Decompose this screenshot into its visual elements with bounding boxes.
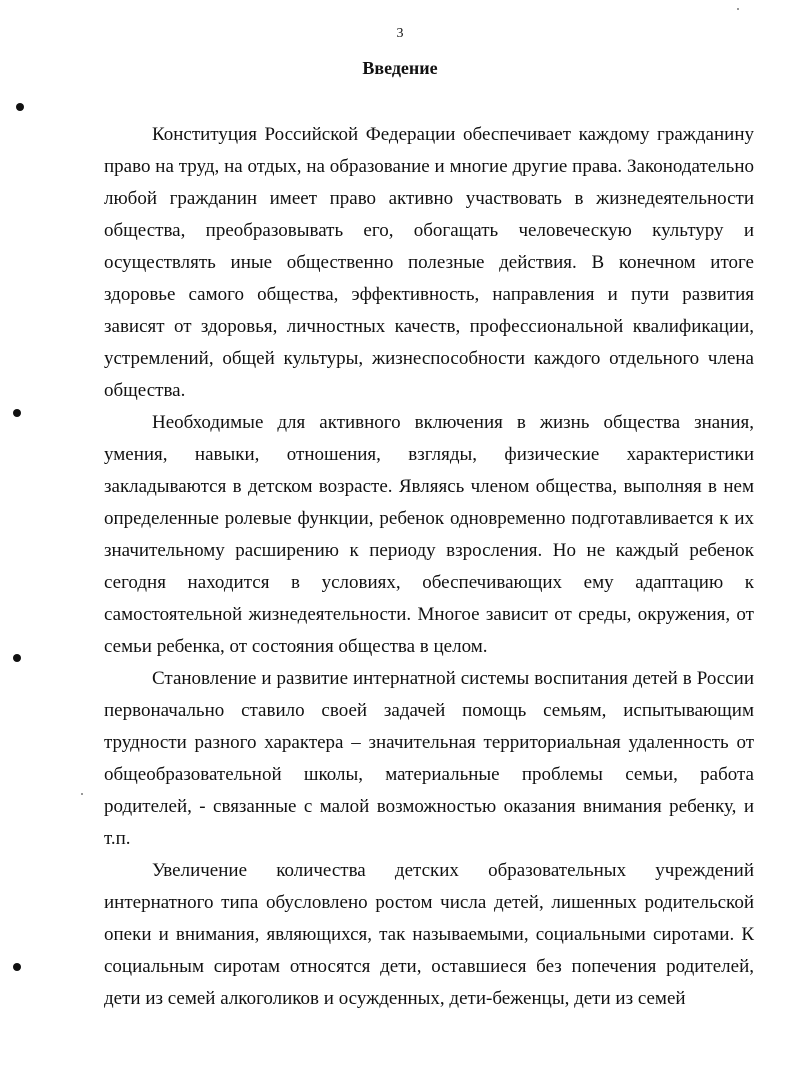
binder-hole-mark: [13, 963, 21, 971]
paragraph: Увеличение количества детских образовательных учреждений интернатного типа обусловлено ростом числа детей, лишенных родительской опеки и внимания, являющихся, так называемыми, социальными сиротами. К социальным сиротам относятся дети, оставшиеся без попечения родителей, дети из семей алкоголиков и осужденных, дети-беженцы, дети из семей: [104, 860, 754, 1009]
binder-hole-mark: [13, 409, 21, 417]
paragraph: Становление и развитие интернатной системы воспитания детей в России первоначально ставило своей задачей помощь семьям, испытывающим трудности разного характера – значительная территориальная удаленность от общеобразовательной школы, материальные проблемы семьи, работа родителей, - связанные с малой возможностью оказания внимания ребенку, и т.п.: [104, 668, 754, 849]
binder-hole-mark: [16, 103, 24, 111]
page-number: 3: [396, 26, 404, 41]
scan-speck: [737, 8, 739, 10]
scan-speck: [81, 793, 83, 795]
binder-hole-mark: [13, 654, 21, 662]
paragraph: Необходимые для активного включения в жизнь общества знания, умения, навыки, отношения, взгляды, физические характеристики закладываются в детском возрасте. Являясь членом общества, выполняя в нем определенные ролевые функции, ребенок одновременно подготавливается к их значительному расширению к периоду взросления. Но не каждый ребенок сегодня находится в условиях, обеспечивающих ему адаптацию к самостоятельной жизнедеятельности. Многое зависит от среды, окружения, от семьи ребенка, от состояния общества в целом.: [104, 412, 754, 657]
paragraph: Конституция Российской Федерации обеспечивает каждому гражданину право на труд, на отдых, на образование и многие другие права. Законодательно любой гражданин имеет право активно участвовать в жизнедеятельности общества, преобразовывать его, обогащать человеческую культуру и осуществлять иные общественно полезные действия. В конечном итоге здоровье самого общества, эффективность, направления и пути развития зависят от здоровья, личностных качеств, профессиональной квалификации, устремлений, общей культуры, жизнеспособности каждого отдельного члена общества.: [104, 124, 754, 401]
document-body: [104, 119, 754, 1015]
page-title: Введение: [362, 58, 438, 78]
